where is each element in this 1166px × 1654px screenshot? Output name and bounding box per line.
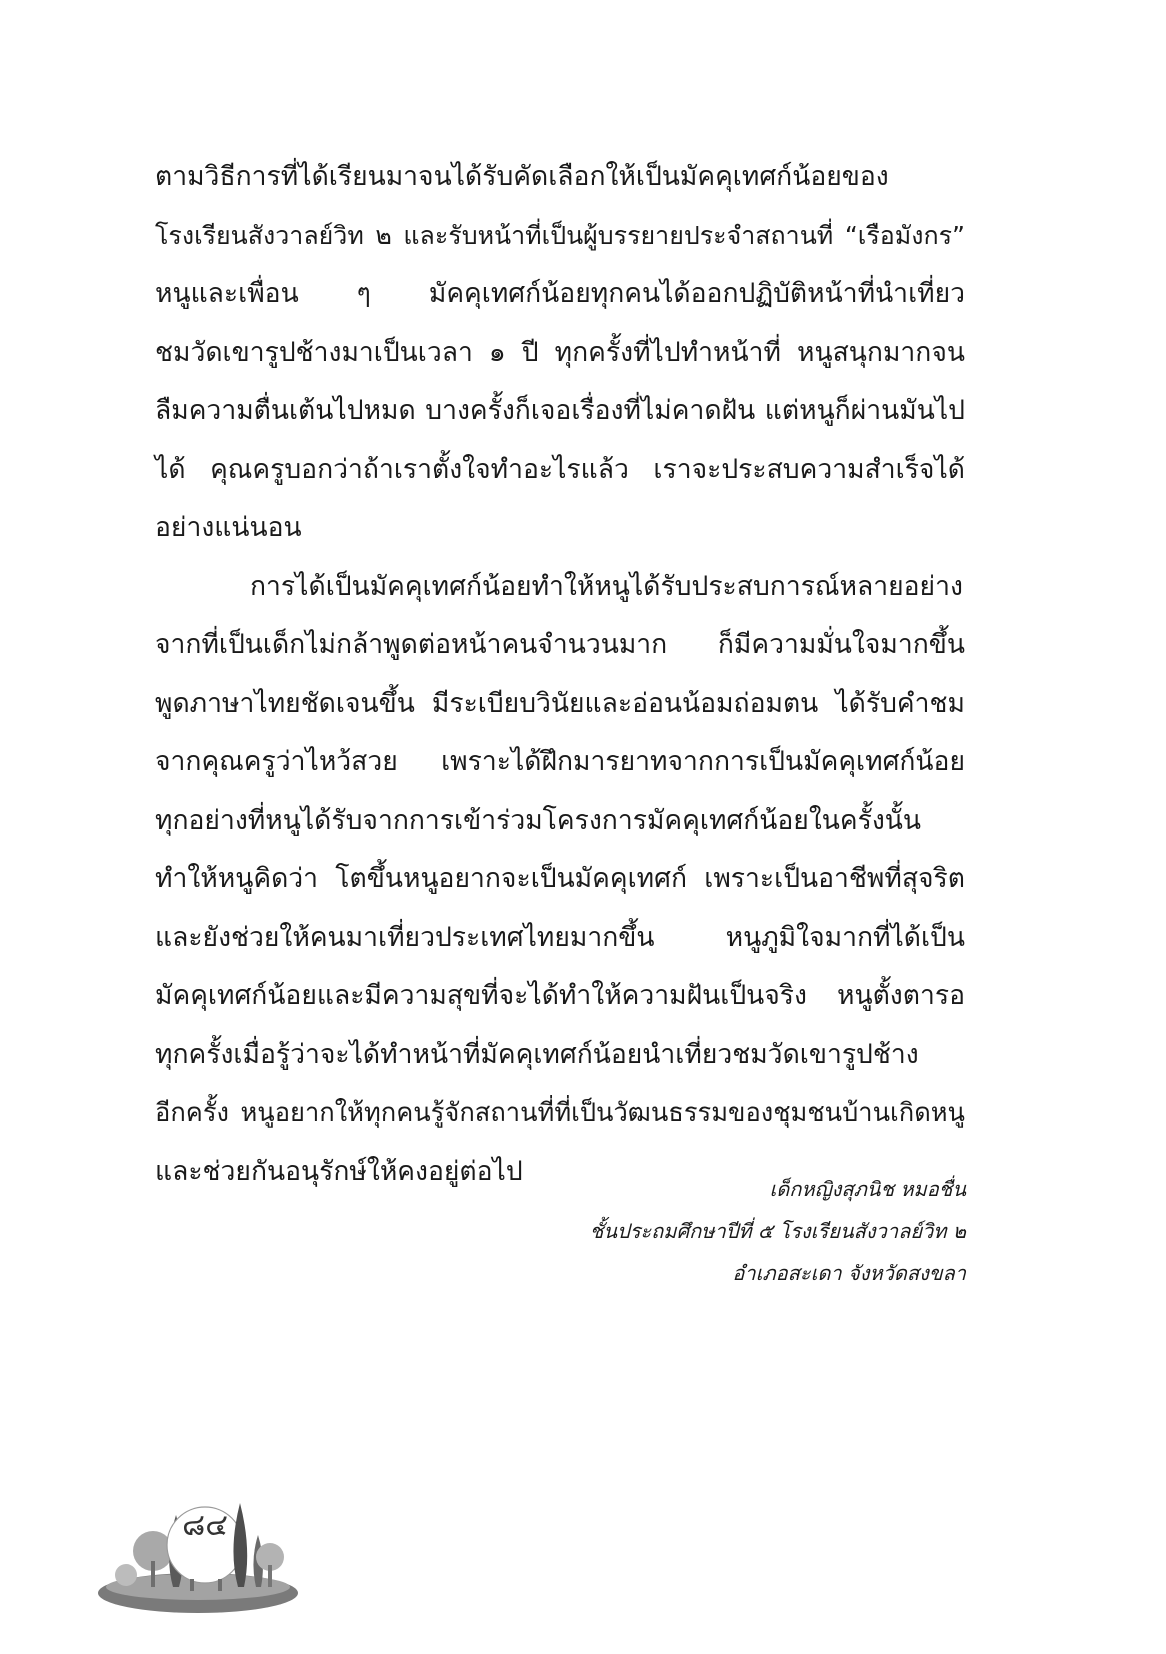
- paragraph-line: ทุกอย่างที่หนูได้รับจากการเข้าร่วมโครงการมัคคุเทศก์น้อยในครั้งนั้น: [155, 804, 922, 836]
- paragraph-line: อีกครั้ง หนูอยากให้ทุกคนรู้จักสถานที่ที่เป็นวัฒนธรรมของชุมชนบ้านเกิดหนู: [155, 1098, 965, 1128]
- paragraph-line: โรงเรียนสังวาลย์วิท ๒ และรับหน้าที่เป็นผู้บรรยายประจำสถานที่ “เรือมังกร”: [155, 220, 965, 250]
- paragraph-line: การได้เป็นมัคคุเทศก์น้อยทำให้หนูได้รับประสบการณ์หลายอย่าง: [250, 570, 963, 602]
- author-signature: [590, 1168, 966, 1294]
- paragraph-line: และช่วยกันอนุรักษ์ให้คงอยู่ต่อไป: [155, 1155, 523, 1187]
- paragraph-line: มัคคุเทศก์น้อยและมีความสุขที่จะได้ทำให้ความฝันเป็นจริง หนูตั้งตารอ: [155, 980, 965, 1011]
- author-district: อำเภอสะเดา จังหวัดสงขลา: [732, 1261, 966, 1285]
- paragraph-line: ทำให้หนูคิดว่า โตขึ้นหนูอยากจะเป็นมัคคุเทศก์ เพราะเป็นอาชีพที่สุจริต: [155, 863, 965, 894]
- paragraph-line: จากคุณครูว่าไหว้สวย เพราะได้ฝึกมารยาทจากการเป็นมัคคุเทศก์น้อย: [155, 746, 965, 777]
- paragraph-line: ได้ คุณครูบอกว่าถ้าเราตั้งใจทำอะไรแล้ว เราจะประสบความสำเร็จได้: [155, 453, 965, 485]
- paragraph-line: ชมวัดเขารูปช้างมาเป็นเวลา ๑ ปี ทุกครั้งที่ไปทำหน้าที่ หนูสนุกมากจน: [155, 336, 965, 368]
- paragraph-line: พูดภาษาไทยชัดเจนขึ้น มีระเบียบวินัยและอ่อนน้อมถ่อมตน ได้รับคำชม: [155, 687, 965, 719]
- author-school: ชั้นประถมศึกษาปีที่ ๕ โรงเรียนสังวาลย์วิท ๒: [589, 1219, 966, 1243]
- page-number: ๘๔: [182, 1508, 228, 1543]
- paragraph-line: ทุกครั้งเมื่อรู้ว่าจะได้ทำหน้าที่มัคคุเทศก์น้อยนำเที่ยวชมวัดเขารูปช้าง: [155, 1038, 919, 1070]
- paragraph-line: และยังช่วยให้คนมาเที่ยวประเทศไทยมากขึ้น หนูภูมิใจมากที่ได้เป็น: [155, 921, 965, 953]
- paragraph-line: จากที่เป็นเด็กไม่กล้าพูดต่อหน้าคนจำนวนมาก ก็มีความมั่นใจมากขึ้น: [155, 629, 965, 660]
- paragraph-line: ลืมความตื่นเต้นไปหมด บางครั้งก็เจอเรื่องที่ไม่คาดฝัน แต่หนูก็ผ่านมันไป: [155, 395, 965, 426]
- body-text: [155, 148, 965, 1201]
- paragraph-line: อย่างแน่นอน: [155, 512, 302, 543]
- paragraph-line: หนูและเพื่อน ๆ มัคคุเทศก์น้อยทุกคนได้ออกปฏิบัติหน้าที่นำเที่ยว: [155, 278, 965, 309]
- author-name: เด็กหญิงสุภนิช หมอชื่น: [769, 1177, 966, 1201]
- paragraph-line: ตามวิธีการที่ได้เรียนมาจนได้รับคัดเลือกให้เป็นมัคคุเทศก์น้อยของ: [155, 161, 889, 192]
